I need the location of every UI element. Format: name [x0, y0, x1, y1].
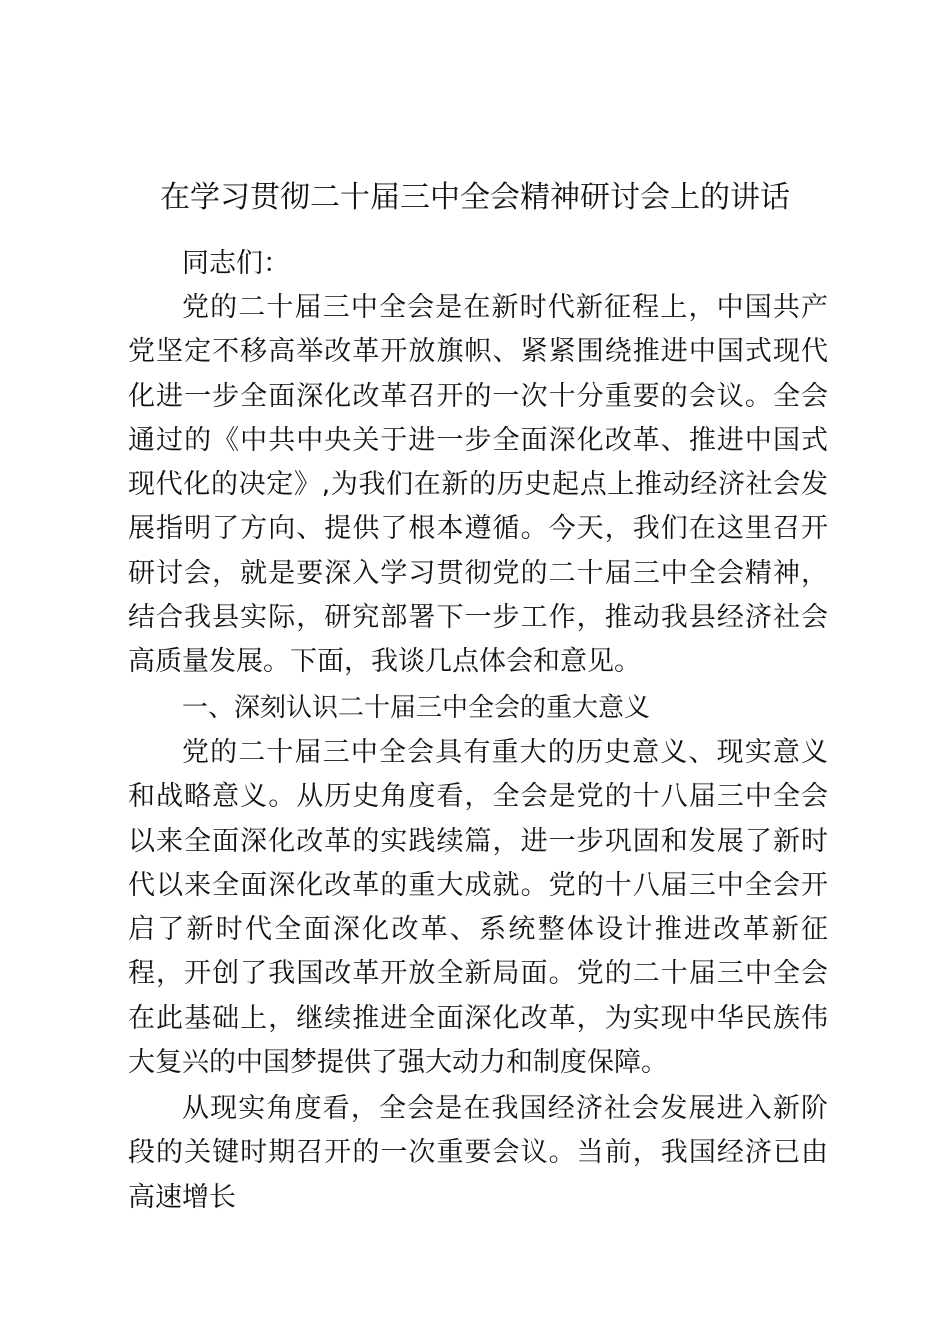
paragraph-intro: 党的二十届三中全会是在新时代新征程上，中国共产党坚定不移高举改革开放旗帜、紧紧围绕推进中国式现代化进一步全面深化改革召开的一次十分重要的会议。全会通过的《中共中央关于进一步全面深化改革、推进中国式现代化的决定》,为我们在新的历史起点上推动经济社会发展指明了方向、提供了根本遵循。今天，我们在这里召开研讨会，就是要深入学习贯彻党的二十届三中全会精神，结合我县实际，研究部署下一步工作，推动我县经济社会高质量发展。下面，我谈几点体会和意见。	[128, 292, 828, 678]
section-heading: 一、深刻认识二十届三中全会的重大意义	[182, 693, 651, 723]
salutation: 同志们：	[182, 248, 290, 279]
document-title: 在学习贯彻二十届三中全会精神研讨会上的讲话	[160, 180, 790, 215]
paragraph-significance: 党的二十届三中全会具有重大的历史意义、现实意义和战略意义。从历史角度看，全会是党的十八届三中全会以来全面深化改革的实践续篇，进一步巩固和发展了新时代以来全面深化改革的重大成就。党的十八届三中全会开启了新时代全面深化改革、系统整体设计推进改革新征程，开创了我国改革开放全新局面。党的二十届三中全会在此基础上，继续推进全面深化改革，为实现中华民族伟大复兴的中国梦提供了强大动力和制度保障。	[128, 737, 828, 1079]
paragraph-reality: 从现实角度看，全会是在我国经济社会发展进入新阶段的关键时期召开的一次重要会议。当前，我国经济已由高速增长	[128, 1093, 828, 1213]
